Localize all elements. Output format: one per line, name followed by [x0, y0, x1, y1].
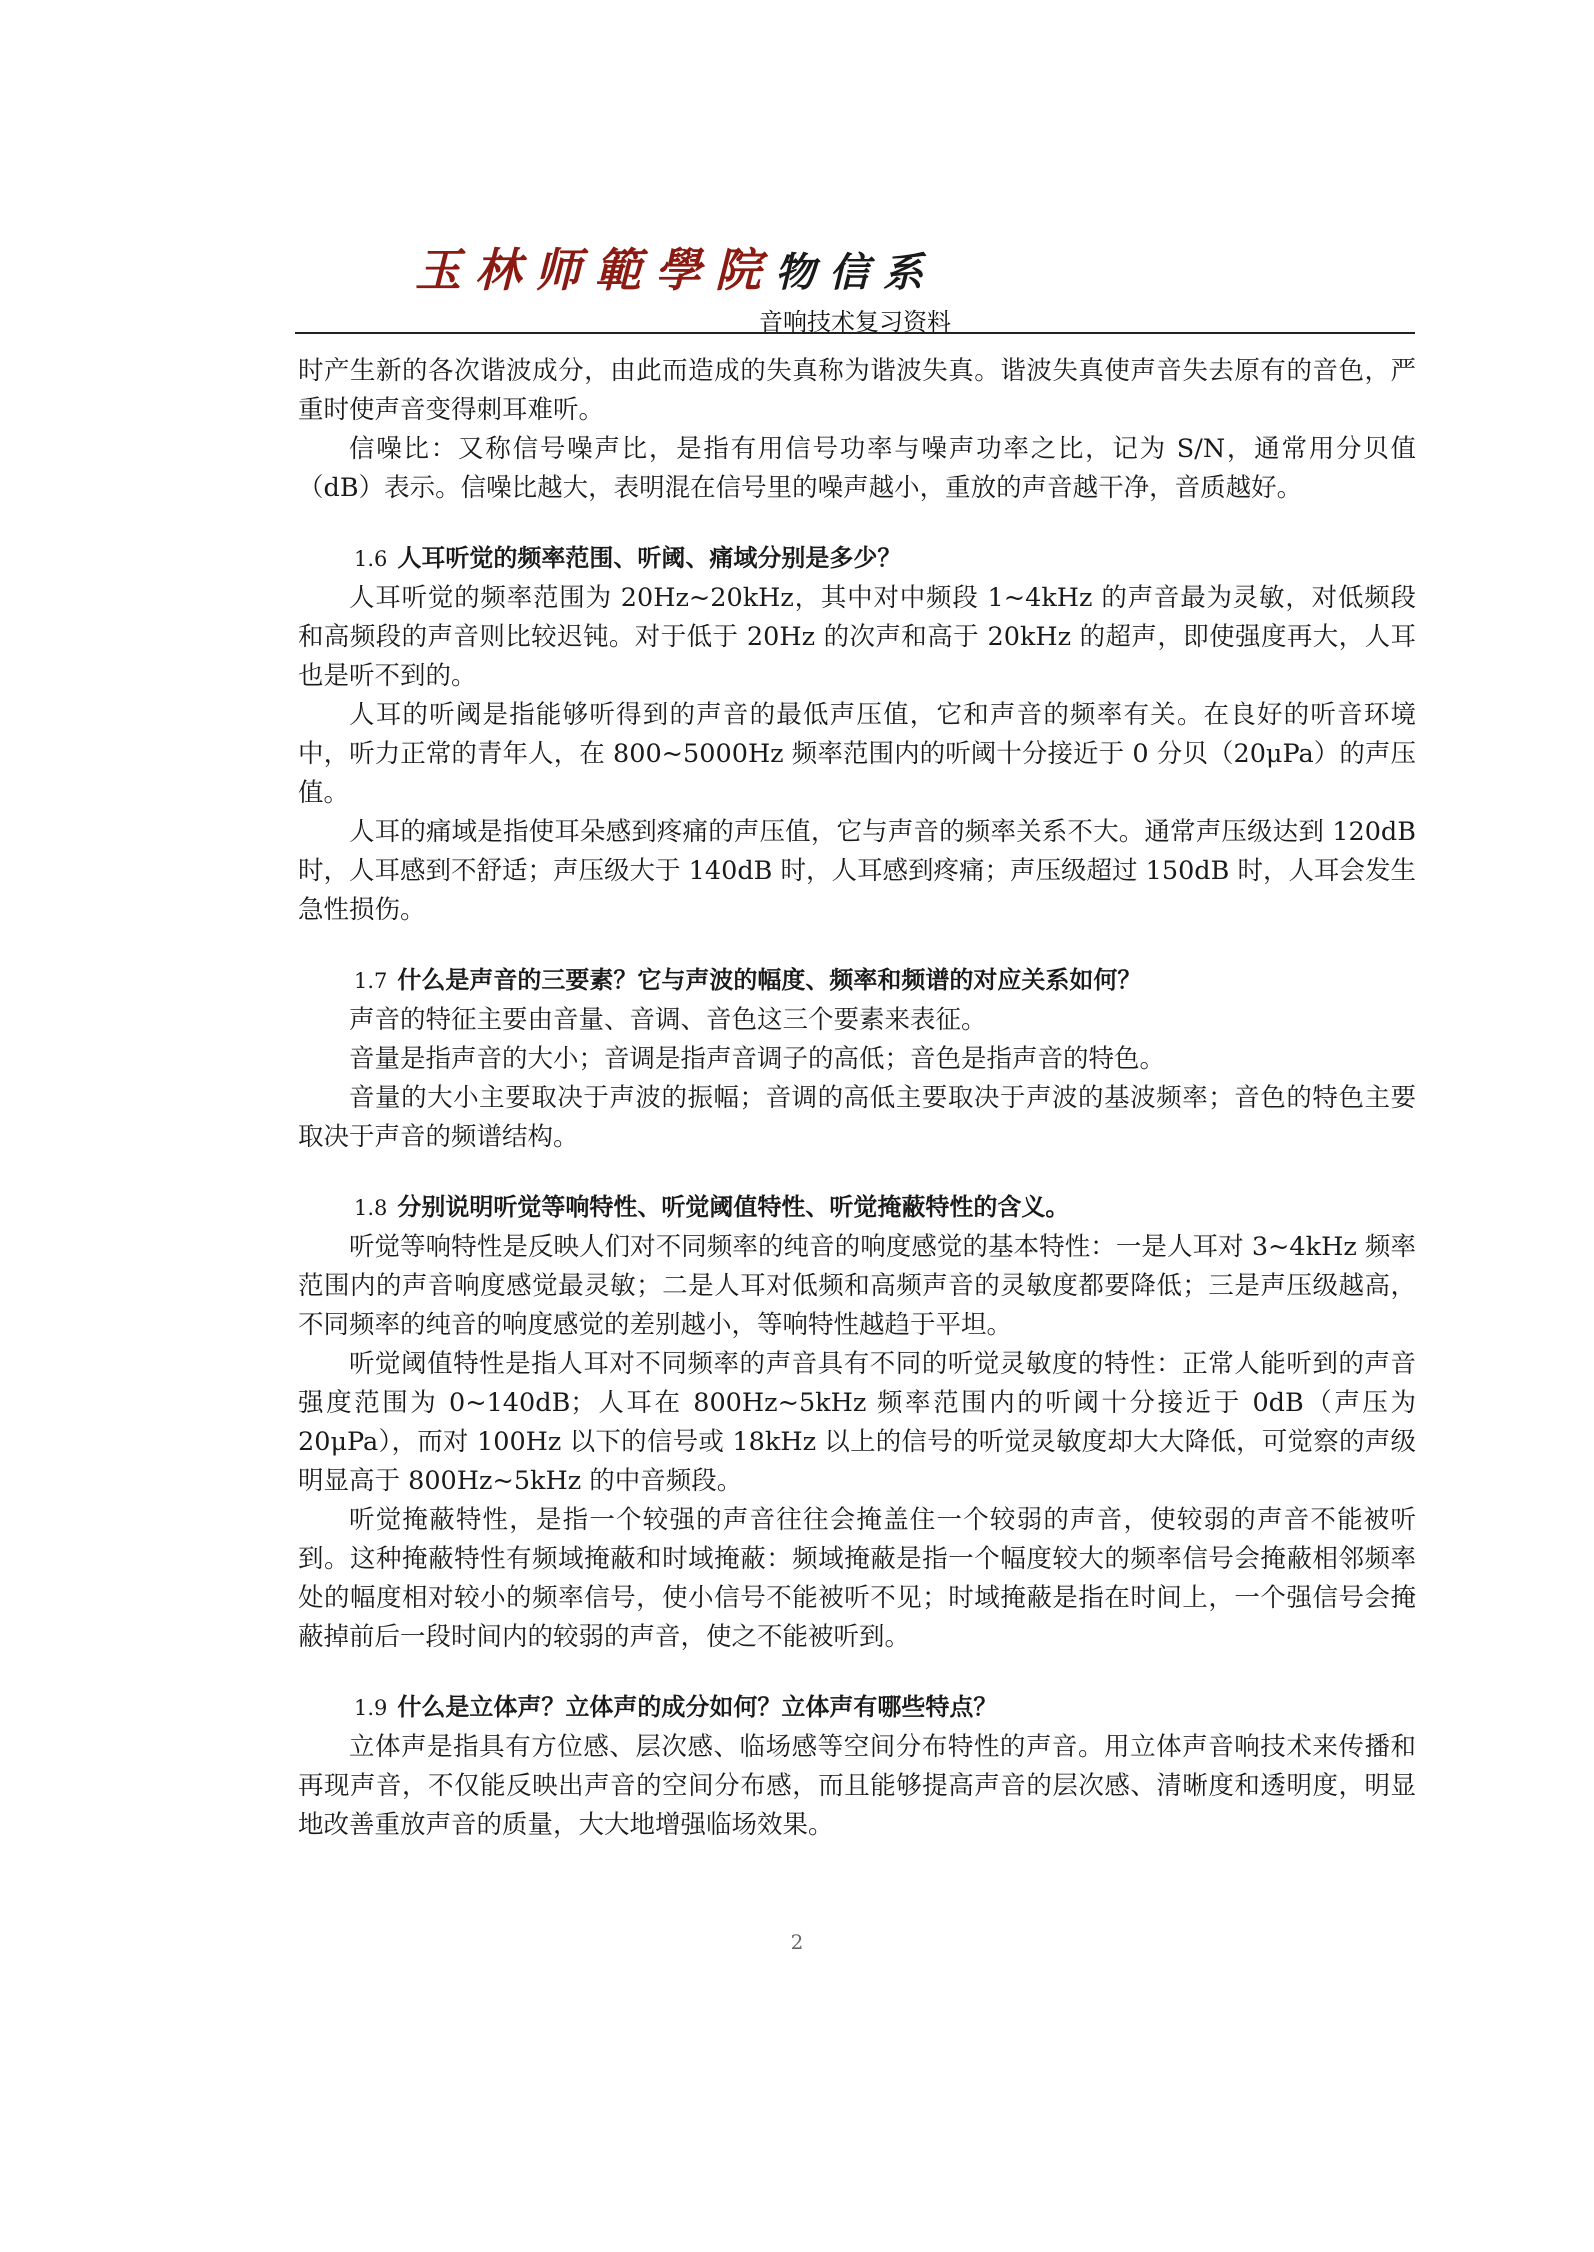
section-number: 1.9: [354, 1696, 388, 1720]
section-title: 什么是声音的三要素？它与声波的幅度、频率和频谱的对应关系如何？: [397, 966, 1142, 994]
college-logo-name: 玉林师範學院: [415, 243, 775, 297]
section-number: 1.6: [354, 547, 388, 571]
section-paragraph: 听觉掩蔽特性，是指一个较强的声音往往会掩盖住一个较弱的声音，使较弱的声音不能被听到。这种掩蔽特性有频域掩蔽和时域掩蔽：频域掩蔽是指一个幅度较大的频率信号会掩蔽相邻频率处的幅度相对较小的频率信号，使小信号不能被听不见；时域掩蔽是指在时间上，一个强信号会掩蔽掉前后一段时间内的较弱的声音，使之不能被听到。: [298, 1505, 1416, 1652]
section-paragraph: 人耳的痛域是指使耳朵感到疼痛的声压值，它与声音的频率关系不大。通常声压级达到 120dB 时，人耳感到不舒适；声压级大于 140dB 时，人耳感到疼痛；声压级超过 150dB 时，人耳会发生急性损伤。: [298, 817, 1416, 925]
intro-paragraph-snr: 信噪比：又称信号噪声比，是指有用信号功率与噪声功率之比，记为 S/N，通常用分贝值（dB）表示。信噪比越大，表明混在信号里的噪声越小，重放的声音越干净，音质越好。: [298, 434, 1416, 503]
section-paragraph: 音量的大小主要取决于声波的振幅；音调的高低主要取决于声波的基波频率；音色的特色主要取决于声音的频谱结构。: [298, 1083, 1416, 1152]
section-number: 1.8: [354, 1196, 388, 1220]
section-heading-1-7: [298, 960, 1416, 1001]
section-paragraph: 听觉等响特性是反映人们对不同频率的纯音的响度感觉的基本特性：一是人耳对 3~4kHz 频率范围内的声音响度感觉最灵敏；二是人耳对低频和高频声音的灵敏度都要降低；三是声压级越高，不同频率的纯音的响度感觉的差别越小，等响特性越趋于平坦。: [298, 1232, 1416, 1340]
section-heading-1-8: [298, 1187, 1416, 1228]
section-paragraph: 人耳听觉的频率范围为 20Hz~20kHz，其中对中频段 1~4kHz 的声音最为灵敏，对低频段和高频段的声音则比较迟钝。对于低于 20Hz 的次声和高于 20kHz 的超声，即使强度再大，人耳也是听不到的。: [298, 583, 1416, 691]
department-logo-name: 物信系: [775, 249, 937, 296]
section-heading-1-6: [298, 538, 1416, 579]
college-logo: [415, 240, 1215, 303]
section-paragraph: 音量是指声音的大小；音调是指声音调子的高低；音色是指声音的特色。: [349, 1044, 1166, 1074]
section-number: 1.7: [354, 969, 388, 993]
document-body: [298, 352, 1416, 1845]
section-paragraph: 听觉阈值特性是指人耳对不同频率的声音具有不同的听觉灵敏度的特性：正常人能听到的声音强度范围为 0~140dB；人耳在 800Hz~5kHz 频率范围内的听阈十分接近于 0dB（声压为 20μPa），而对 100Hz 以下的信号或 18kHz 以上的信号的听觉灵敏度却大大降低，可觉察的声级明显高于 800Hz~5kHz 的中音频段。: [298, 1349, 1416, 1496]
section-title: 什么是立体声？立体声的成分如何？立体声有哪些特点？: [397, 1693, 998, 1721]
page-number: 2: [790, 1930, 804, 1954]
section-paragraph: 立体声是指具有方位感、层次感、临场感等空间分布特性的声音。用立体声音响技术来传播和再现声音，不仅能反映出声音的空间分布感，而且能够提高声音的层次感、清晰度和透明度，明显地改善重放声音的质量，大大地增强临场效果。: [298, 1732, 1416, 1840]
section-paragraph: 人耳的听阈是指能够听得到的声音的最低声压值，它和声音的频率有关。在良好的听音环境中，听力正常的青年人，在 800~5000Hz 频率范围内的听阈十分接近于 0 分贝（20μPa）的声压值。: [298, 700, 1416, 808]
section-paragraph: 声音的特征主要由音量、音调、音色这三个要素来表征。: [349, 1005, 987, 1035]
section-heading-1-9: [298, 1687, 1416, 1728]
page-header: [295, 240, 1415, 339]
section-title: 分别说明听觉等响特性、听觉阈值特性、听觉掩蔽特性的含义。: [397, 1193, 1070, 1221]
header-divider: [295, 332, 1415, 334]
section-title: 人耳听觉的频率范围、听阈、痛域分别是多少？: [397, 544, 902, 572]
document-subtitle: 音响技术复习资料: [759, 308, 951, 336]
intro-paragraph-continued: 时产生新的各次谐波成分，由此而造成的失真称为谐波失真。谐波失真使声音失去原有的音色，严重时使声音变得刺耳难听。: [298, 356, 1416, 425]
